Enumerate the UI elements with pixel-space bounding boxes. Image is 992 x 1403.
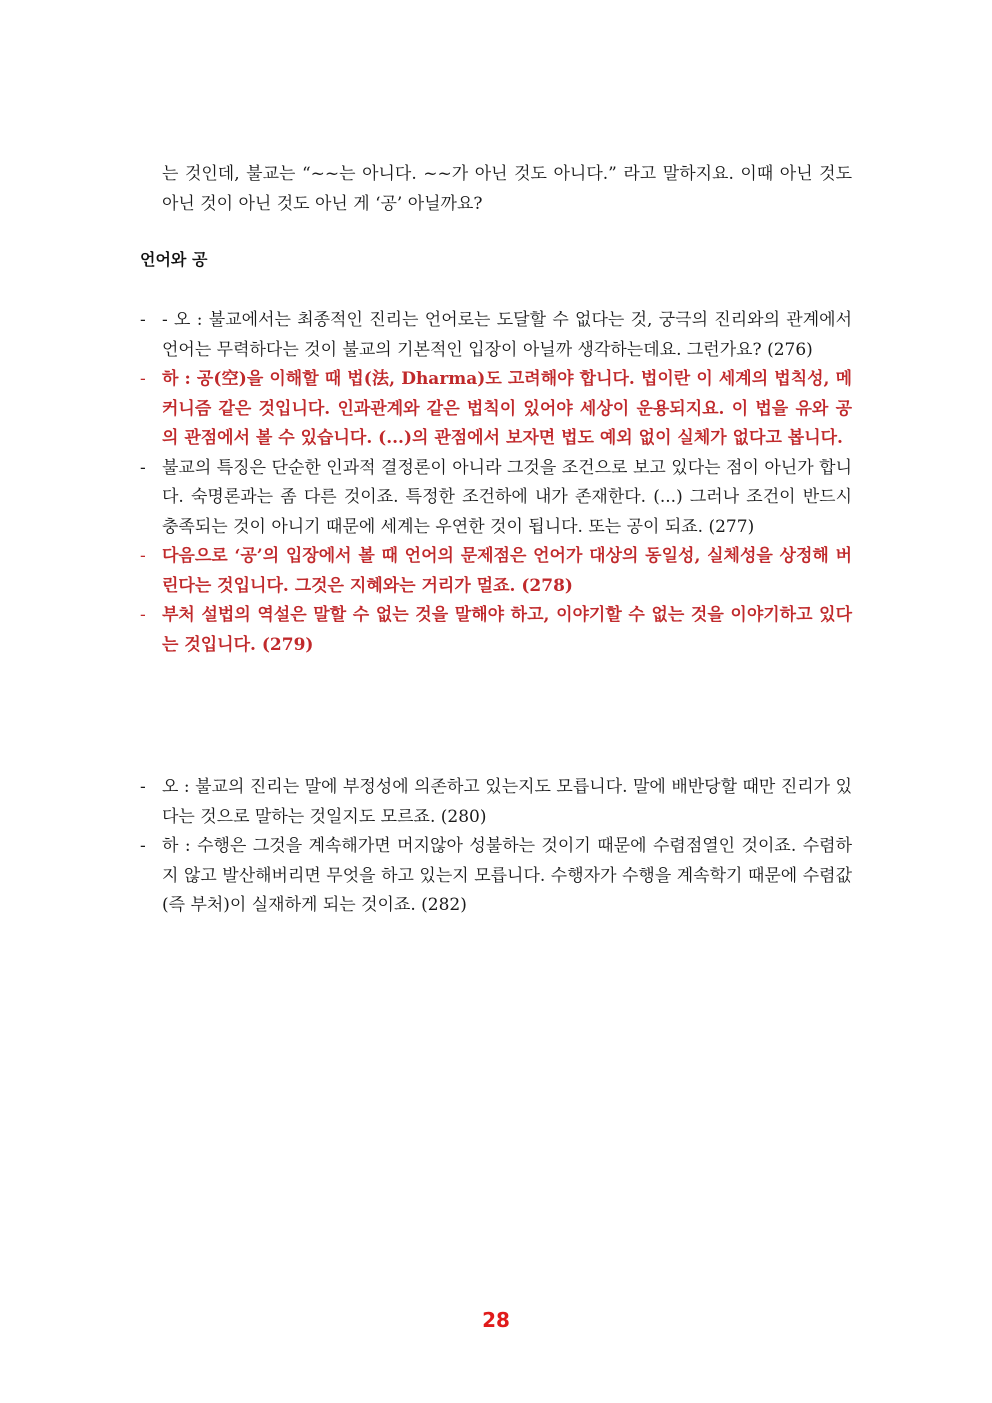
dialogue-group-1 bbox=[140, 306, 852, 660]
dialogue-text: 불교의 특징은 단순한 인과적 결정론이 아니라 그것을 조건으로 보고 있다는 점이 아닌가 합니다. 숙명론과는 좀 다른 것이죠. 특정한 조건하에 내가 존재한다. (...) 그러나 조건이 반드시 충족되는 것이 아니기 때문에 세계는 우연한 것이 됩니다. 또는 공이 되죠. (277) bbox=[162, 457, 852, 537]
highlighted-dialogue-item bbox=[140, 601, 852, 660]
dialogue-group-2 bbox=[140, 773, 852, 921]
list-dash: - bbox=[140, 369, 146, 389]
page-number: 28 bbox=[482, 1308, 510, 1332]
dialogue-text: 부처 설법의 역설은 말할 수 없는 것을 말해야 하고, 이야기할 수 없는 것을 이야기하고 있다는 것입니다. (279) bbox=[162, 605, 852, 655]
intro-paragraph bbox=[140, 160, 852, 219]
highlighted-dialogue-item bbox=[140, 542, 852, 601]
highlighted-dialogue-item bbox=[140, 365, 852, 454]
dialogue-text: 다음으로 ‘공’의 입장에서 볼 때 언어의 문제점은 언어가 대상의 동일성, 실체성을 상정해 버린다는 것입니다. 그것은 지혜와는 거리가 멀죠. (278) bbox=[162, 546, 852, 596]
dialogue-item bbox=[140, 306, 852, 365]
section-heading: 언어와 공 bbox=[140, 250, 208, 269]
list-dash: - bbox=[140, 777, 146, 797]
dialogue-text: 오 : 불교의 진리는 말에 부정성에 의존하고 있는지도 모릅니다. 말에 배반당할 때만 진리가 있다는 것으로 말하는 것일지도 모르죠. (280) bbox=[162, 777, 852, 827]
dialogue-item bbox=[140, 832, 852, 921]
dialogue-text: 하 : 공(空)을 이해할 때 법(法, Dharma)도 고려해야 합니다. 법이란 이 세계의 법칙성, 메커니즘 같은 것입니다. 인과관계와 같은 법칙이 있어야 세상이 운용되지요. 이 법을 유와 공의 관점에서 볼 수 있습니다. (...)의 관점에서 보자면 법도 예외 없이 실체가 없다고 봅니다. bbox=[162, 369, 852, 448]
list-dash: - bbox=[140, 605, 146, 625]
dialogue-item bbox=[140, 773, 852, 832]
list-dash: - bbox=[140, 310, 146, 330]
dialogue-text: 하 : 수행은 그것을 계속해가면 머지않아 성불하는 것이기 때문에 수렴점열인 것이죠. 수렴하지 않고 발산해버리면 무엇을 하고 있는지 모릅니다. 수행자가 수행을 계속학기 때문에 수렴값(즉 부처)이 실재하게 되는 것이죠. (282) bbox=[162, 836, 852, 915]
list-dash: - bbox=[140, 836, 146, 856]
intro-text: 는 것인데, 불교는 “~~는 아니다. ~~가 아닌 것도 아니다.” 라고 말하지요. 이때 아닌 것도 아닌 것이 아닌 것도 아닌 게 ‘공’ 아닐까요? bbox=[162, 164, 852, 214]
list-dash: - bbox=[140, 457, 146, 478]
list-dash: - bbox=[140, 546, 146, 566]
dialogue-text: - 오 : 불교에서는 최종적인 진리는 언어로는 도달할 수 없다는 것, 궁극의 진리와의 관계에서 언어는 무력하다는 것이 불교의 기본적인 입장이 아닐까 생각하는데요. 그런가요? (276) bbox=[162, 310, 852, 360]
dialogue-item bbox=[140, 454, 852, 543]
